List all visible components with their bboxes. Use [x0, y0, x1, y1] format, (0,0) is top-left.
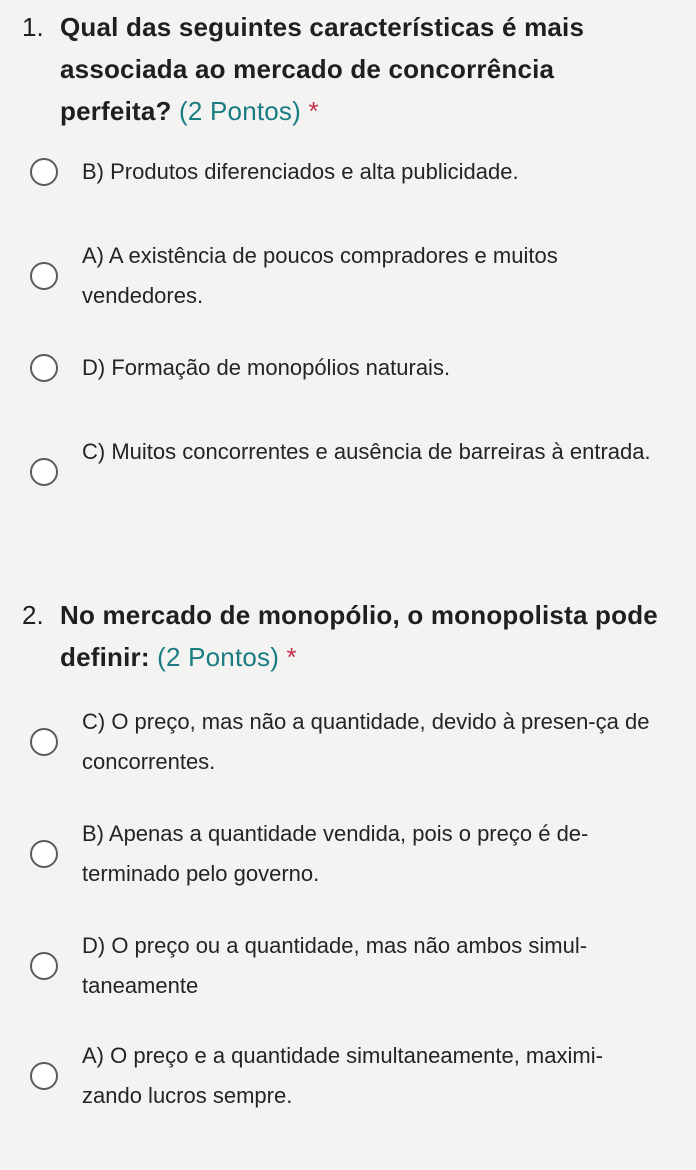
required-marker: * — [286, 642, 297, 672]
question-number: 2. — [22, 600, 44, 630]
question-text: Qual das seguintes características é mais associada ao mercado de concorrência perfeita? — [60, 12, 585, 126]
question-2 — [0, 594, 696, 678]
question-header — [0, 6, 696, 132]
option-label[interactable]: A) O preço e a quantidade simultaneamente, maximi-zando lucros sempre. — [82, 1043, 603, 1108]
option-label[interactable]: D) O preço ou a quantidade, mas não ambos simul-taneamente — [82, 933, 588, 998]
option-label[interactable]: B) Produtos diferenciados e alta publicidade. — [82, 159, 519, 184]
question-points: (2 Pontos) — [179, 96, 301, 126]
question-points: (2 Pontos) — [157, 642, 280, 672]
question-text: No mercado de monopólio, o monopolista pode definir: — [60, 600, 658, 672]
option-label[interactable]: C) O preço, mas não a quantidade, devido à presen-ça de concorrentes. — [82, 709, 650, 774]
question-number: 1. — [22, 12, 44, 42]
required-marker: * — [308, 96, 319, 126]
option-label[interactable]: B) Apenas a quantidade vendida, pois o preço é de-terminado pelo governo. — [82, 821, 589, 886]
radio-button[interactable] — [30, 1062, 58, 1090]
radio-button[interactable] — [30, 840, 58, 868]
question-1 — [0, 6, 696, 132]
question-title — [60, 6, 666, 132]
radio-button[interactable] — [30, 354, 58, 382]
question-header — [0, 594, 696, 678]
option-label[interactable]: A) A existência de poucos compradores e muitos vendedores. — [82, 243, 558, 308]
radio-button[interactable] — [30, 458, 58, 486]
option-label[interactable]: C) Muitos concorrentes e ausência de barreiras à entrada. — [82, 439, 651, 464]
radio-button[interactable] — [30, 952, 58, 980]
radio-button[interactable] — [30, 728, 58, 756]
option-label[interactable]: D) Formação de monopólios naturais. — [82, 355, 451, 380]
question-title — [60, 594, 666, 678]
radio-button[interactable] — [30, 262, 58, 290]
radio-button[interactable] — [30, 158, 58, 186]
